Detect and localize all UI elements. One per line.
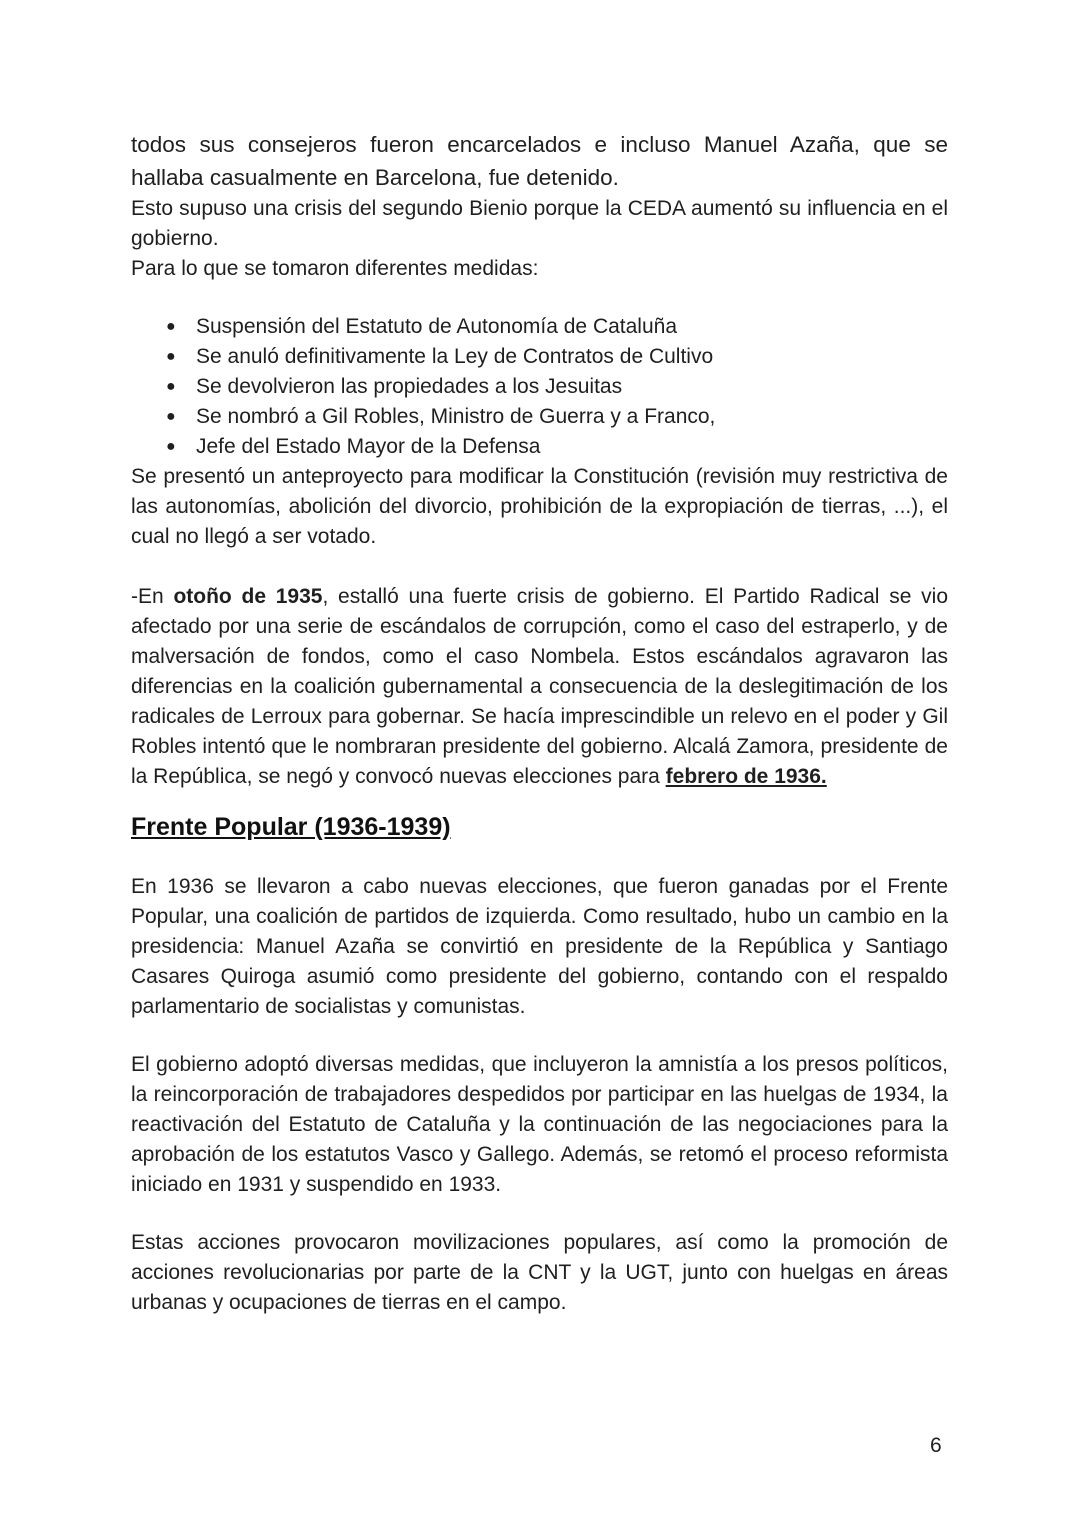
otono-paragraph: -En otoño de 1935, estalló una fuerte crisis de gobierno. El Partido Radical se vio afectado por una serie de escándalos de corrupción, como el caso del estraperlo, y de malversación de fondos, como el caso Nombela. Estos escándalos agravaron las diferencias en la coalición gubernamental a consecuencia de la deslegitimación de los radicales de Lerroux para gobernar. Se hacía imprescindible un relevo en el poder y Gil Robles intentó que le nombraran presidente del gobierno. Alcalá Zamora, presidente de la República, se negó y convocó nuevas elecciones para febrero de 1936.: [131, 585, 948, 788]
spacer: [131, 1200, 948, 1228]
bullet-icon: ●: [166, 438, 176, 455]
continuation-paragraph: todos sus consejeros fueron encarcelados e incluso Manuel Azaña, que se hallaba casualmente en Barcelona, fue detenido.: [131, 132, 948, 190]
measures-intro: Para lo que se tomaron diferentes medidas:: [131, 257, 539, 280]
section-heading: Frente Popular (1936-1939): [131, 813, 451, 841]
list-item: ● Se anuló definitivamente la Ley de Contratos de Cultivo: [166, 342, 948, 372]
elections-paragraph: En 1936 se llevaron a cabo nuevas elecciones, que fueron ganadas por el Frente Popular, una coalición de partidos de izquierda. Como resultado, hubo un cambio en la presidencia: Manuel Azaña se convirtió en presidente de la República y Santiago Casares Quiroga asumió como presidente del gobierno, contando con el respaldo parlamentario de socialistas y comunistas.: [131, 875, 948, 1018]
otono-emphasis: otoño de 1935: [173, 585, 323, 608]
list-item: ● Se nombró a Gil Robles, Ministro de Guerra y a Franco,: [166, 402, 948, 432]
febrero-emphasis: febrero de 1936.: [665, 765, 827, 788]
list-item: ● Suspensión del Estatuto de Autonomía de Cataluña: [166, 312, 948, 342]
spacer: [131, 552, 948, 582]
spacer: [131, 1022, 948, 1050]
measures-list: [131, 312, 948, 462]
mobilizations-paragraph: Estas acciones provocaron movilizaciones populares, así como la promoción de acciones revolucionarias por parte de la CNT y la UGT, junto con huelgas en áreas urbanas y ocupaciones de tierras en el campo.: [131, 1231, 948, 1314]
anteproyecto-paragraph: Se presentó un anteproyecto para modificar la Constitución (revisión muy restrictiva de las autonomías, abolición del divorcio, prohibición de la expropiación de tierras, ...), el cual no llegó a ser votado.: [131, 465, 948, 548]
spacer: [131, 844, 948, 872]
bullet-icon: ●: [166, 348, 176, 365]
bullet-icon: ●: [166, 318, 176, 335]
crisis-paragraph: Esto supuso una crisis del segundo Bienio porque la CEDA aumentó su influencia en el gobierno.: [131, 197, 948, 250]
page-content: [131, 128, 948, 1318]
measures-1936-paragraph: El gobierno adoptó diversas medidas, que incluyeron la amnistía a los presos políticos, la reincorporación de trabajadores despedidos por participar en las huelgas de 1934, la reactivación del Estatuto de Cataluña y la continuación de las negociaciones para la aprobación de los estatutos Vasco y Gallego. Además, se retomó el proceso reformista iniciado en 1931 y suspendido en 1933.: [131, 1053, 948, 1196]
bullet-icon: ●: [166, 408, 176, 425]
bullet-icon: ●: [166, 378, 176, 395]
page-number: 6: [930, 1434, 942, 1457]
list-item: ● Jefe del Estado Mayor de la Defensa: [166, 432, 948, 462]
list-item: ● Se devolvieron las propiedades a los Jesuitas: [166, 372, 948, 402]
